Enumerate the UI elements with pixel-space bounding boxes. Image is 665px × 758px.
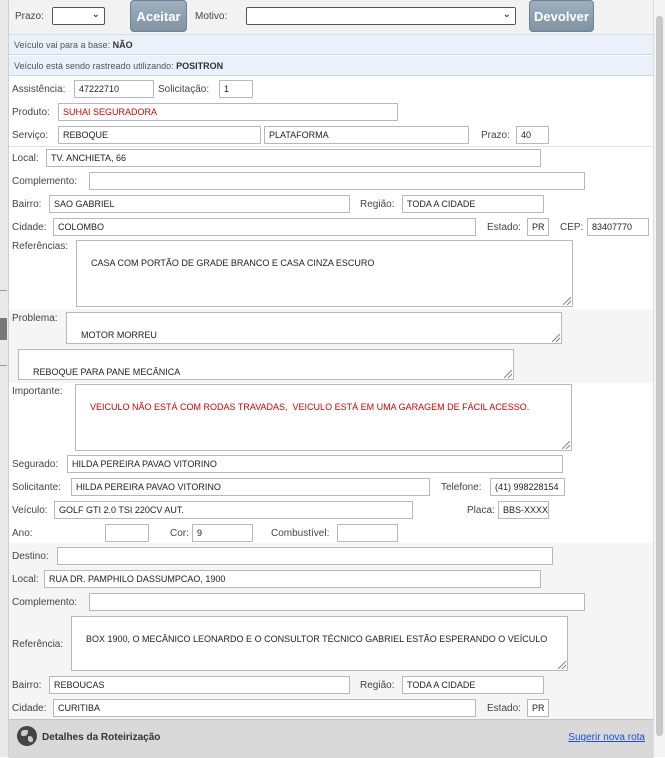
- tracking-info-value: POSITRON: [176, 61, 224, 71]
- estado-label: Estado:: [487, 222, 521, 233]
- base-info-text: Veículo vai para a base:: [14, 40, 111, 50]
- estado-field[interactable]: PR: [527, 218, 549, 236]
- produto-label: Produto:: [12, 107, 50, 118]
- ano-field[interactable]: [105, 524, 149, 542]
- bairro-field[interactable]: SAO GABRIEL: [49, 195, 350, 213]
- solicitante-label: Solicitante:: [12, 482, 61, 493]
- destino-regiao-field[interactable]: TODA A CIDADE: [402, 676, 544, 694]
- tracking-info-bar: [9, 56, 653, 76]
- destino-field[interactable]: [57, 547, 553, 565]
- base-info-value: NÃO: [112, 40, 133, 50]
- destino-label: Destino:: [12, 551, 49, 562]
- bairro-label: Bairro:: [12, 199, 42, 210]
- globe-icon: [17, 726, 37, 746]
- prazo-select[interactable]: [52, 7, 105, 25]
- servico-prazo-field[interactable]: 40: [516, 126, 549, 144]
- combustivel-label: Combustível:: [271, 528, 330, 539]
- referencias-label: Referências:: [12, 241, 69, 252]
- action-toolbar: [9, 0, 653, 35]
- problema-label: Problema:: [12, 313, 58, 324]
- cidade-label: Cidade:: [12, 222, 47, 233]
- importante-text: VEICULO NÃO ESTÁ COM RODAS TRAVADAS, VEICULO ESTÁ EM UMA GARAGEM DE FÁCIL ACESSO.: [90, 402, 530, 412]
- produto-field[interactable]: SUHAI SEGURADORA: [58, 103, 398, 121]
- prazo-label: Prazo:: [15, 11, 44, 22]
- solicitante-field[interactable]: HILDA PEREIRA PAVAO VITORINO: [71, 478, 430, 496]
- referencias-text: CASA COM PORTÃO DE GRADE BRANCO E CASA CINZA ESCURO: [91, 258, 375, 268]
- servico-prazo-label: Prazo:: [481, 130, 510, 141]
- segurado-label: Segurado:: [12, 459, 59, 470]
- placa-label: Placa:: [467, 505, 495, 516]
- destino-local-field[interactable]: RUA DR. PAMPHILO DASSUMPCAO, 1900: [44, 570, 541, 588]
- destino-cidade-label: Cidade:: [12, 703, 47, 714]
- tracking-info-text: Veículo está sendo rastreado utilizando:: [14, 61, 174, 71]
- complemento-label: Complemento:: [12, 176, 78, 187]
- left-panel-handle[interactable]: [0, 318, 7, 340]
- destino-referencia-textarea[interactable]: [71, 616, 568, 671]
- section-divider: [9, 146, 653, 147]
- destino-referencia-text: BOX 1900, O MECÂNICO LEONARDO E O CONSULTOR TÉCNICO GABRIEL ESTÃO ESPERANDO O VEÍCULO: [86, 634, 548, 644]
- placa-field[interactable]: BBS-XXXX: [498, 501, 549, 519]
- chevron-down-icon: ⌄: [502, 9, 511, 20]
- left-edge-tick: [0, 290, 7, 291]
- telefone-label: Telefone:: [441, 482, 482, 493]
- regiao-label: Região:: [360, 199, 395, 210]
- destino-local-label: Local:: [12, 574, 39, 585]
- aceitar-button[interactable]: Aceitar: [130, 0, 187, 32]
- problema-textarea[interactable]: [66, 312, 562, 344]
- assistencia-label: Assistência:: [12, 84, 66, 95]
- resize-grip-icon[interactable]: [558, 661, 566, 669]
- importante-textarea[interactable]: [75, 384, 572, 451]
- cep-field[interactable]: 83407770: [587, 218, 649, 236]
- resize-grip-icon[interactable]: [504, 370, 512, 378]
- problema-detalhe-text: REBOQUE PARA PANE MECÂNICA: [33, 367, 181, 377]
- destino-bairro-field[interactable]: REBOUCAS: [49, 676, 350, 694]
- resize-grip-icon[interactable]: [562, 441, 570, 449]
- assistencia-field[interactable]: 47222710: [74, 80, 154, 98]
- destino-cidade-field[interactable]: CURITIBA: [53, 699, 476, 717]
- routing-details-title: Detalhes da Roteirização: [42, 732, 161, 743]
- destino-complemento-field[interactable]: [89, 593, 585, 611]
- left-panel-edge: [0, 0, 9, 757]
- veiculo-label: Veículo:: [12, 505, 48, 516]
- left-edge-tick: [0, 365, 7, 366]
- telefone-field[interactable]: (41) 998228154: [490, 478, 565, 496]
- cor-field[interactable]: 9: [192, 524, 253, 542]
- complemento-field[interactable]: [89, 172, 585, 190]
- resize-grip-icon[interactable]: [552, 334, 560, 342]
- destino-estado-field[interactable]: PR: [527, 699, 549, 717]
- base-info-bar: [9, 35, 653, 55]
- destino-referencia-label: Referência:: [12, 639, 64, 650]
- service-form: [9, 0, 653, 757]
- local-field[interactable]: TV. ANCHIETA, 66: [46, 149, 541, 167]
- importante-label: Importante:: [12, 386, 63, 397]
- vertical-scrollbar[interactable]: [653, 0, 665, 757]
- motivo-select[interactable]: [246, 7, 516, 25]
- destino-estado-label: Estado:: [487, 703, 521, 714]
- destino-bairro-label: Bairro:: [12, 680, 42, 691]
- destino-complemento-label: Complemento:: [12, 597, 78, 608]
- veiculo-field[interactable]: GOLF GTI 2.0 TSI 220CV AUT.: [54, 501, 413, 519]
- combustivel-field[interactable]: [337, 524, 398, 542]
- solicitacao-field[interactable]: 1: [219, 80, 253, 98]
- scrollbar-thumb[interactable]: [656, 16, 663, 736]
- servico-field[interactable]: REBOQUE: [58, 126, 261, 144]
- problema-detalhe-textarea[interactable]: [18, 349, 514, 380]
- segurado-field[interactable]: HILDA PEREIRA PAVAO VITORINO: [67, 455, 563, 473]
- regiao-field[interactable]: TODA A CIDADE: [402, 195, 544, 213]
- servico-label: Serviço:: [12, 130, 49, 141]
- solicitacao-label: Solicitação:: [158, 84, 210, 95]
- referencias-textarea[interactable]: [76, 240, 573, 307]
- local-label: Local:: [12, 153, 39, 164]
- cep-label: CEP:: [560, 222, 584, 233]
- servico-tipo-field[interactable]: PLATAFORMA: [264, 126, 469, 144]
- problema-text: MOTOR MORREU: [81, 330, 157, 340]
- devolver-button[interactable]: Devolver: [529, 0, 594, 32]
- ano-label: Ano:: [12, 528, 33, 539]
- motivo-label: Motivo:: [195, 11, 228, 22]
- cor-label: Cor:: [170, 528, 189, 539]
- suggest-route-link[interactable]: Sugerir nova rota: [568, 732, 645, 743]
- routing-details-bar: [9, 719, 653, 758]
- cidade-field[interactable]: COLOMBO: [53, 218, 476, 236]
- resize-grip-icon[interactable]: [563, 297, 571, 305]
- destino-regiao-label: Região:: [360, 680, 395, 691]
- chevron-down-icon: ⌄: [91, 9, 100, 20]
